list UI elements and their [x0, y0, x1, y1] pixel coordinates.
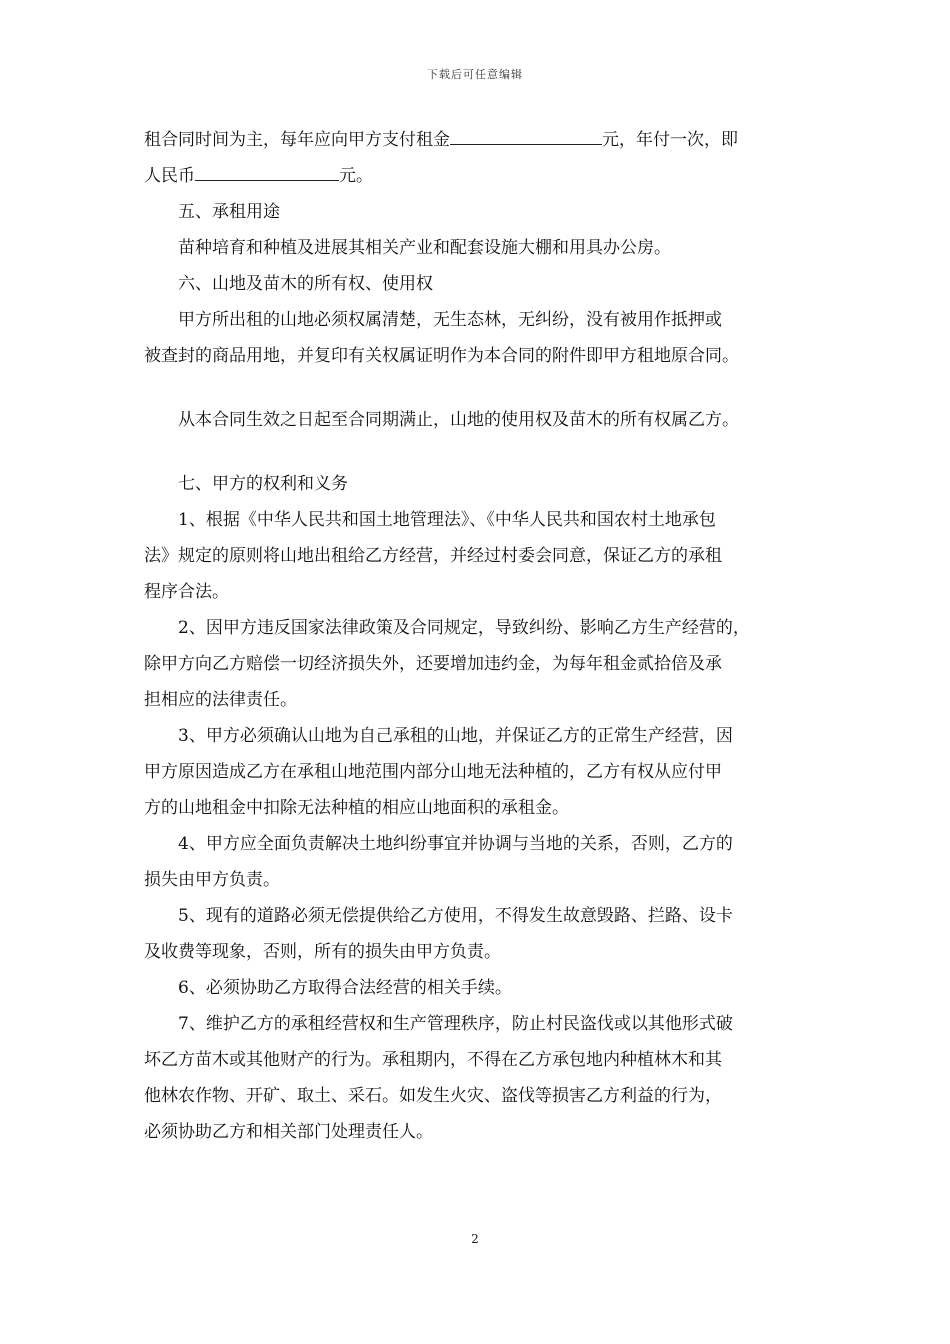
- section-6-paragraph-1-line-1: 甲方所出租的山地必须权属清楚，无生态林，无纠纷，没有被用作抵押或: [178, 310, 722, 330]
- item-2-line-1: 2、因甲方违反国家法律政策及合同规定，导致纠纷、影响乙方生产经营的，: [178, 618, 750, 638]
- item-7-line-1: 7、维护乙方的承租经营权和生产管理秩序，防止村民盗伐或以其他形式破: [178, 1014, 733, 1034]
- item-7-line-4: 必须协助乙方和相关部门处理责任人。: [144, 1122, 433, 1142]
- item-7-line-3: 他林农作物、开矿、取土、采石。如发生火灾、盗伐等损害乙方利益的行为，: [144, 1086, 722, 1106]
- section-5-title: 五、承租用途: [178, 202, 280, 222]
- item-4-line-1: 4、甲方应全面负责解决土地纠纷事宜并协调与当地的关系，否则，乙方的: [178, 834, 733, 854]
- rent-line-1-text: 租合同时间为主，每年应向甲方支付租金: [144, 130, 450, 150]
- rent-line-2-text: 人民币: [144, 166, 195, 186]
- section-5-text: 苗种培育和种植及进展其相关产业和配套设施大棚和用具办公房。: [178, 238, 671, 258]
- item-3-line-1: 3、甲方必须确认山地为自己承租的山地，并保证乙方的正常生产经营，因: [178, 726, 733, 746]
- section-6-paragraph-1-line-2: 被查封的商品用地，并复印有关权属证明作为本合同的附件即甲方租地原合同。: [144, 346, 739, 366]
- item-6-line-1: 6、必须协助乙方取得合法经营的相关手续。: [178, 978, 512, 998]
- item-1-line-2: 法》规定的原则将山地出租给乙方经营，并经过村委会同意，保证乙方的承租: [144, 546, 722, 566]
- rent-amount-blank: [450, 124, 602, 145]
- header-note: 下载后可任意编辑: [427, 68, 523, 81]
- item-3-line-3: 方的山地租金中扣除无法种植的相应山地面积的承租金。: [144, 798, 569, 818]
- section-6-paragraph-2: 从本合同生效之日起至合同期满止，山地的使用权及苗木的所有权属乙方。: [178, 410, 739, 430]
- item-2-line-3: 担相应的法律责任。: [144, 690, 297, 710]
- rent-line-1-suffix: 元，年付一次，即: [602, 130, 738, 150]
- item-7-line-2: 坏乙方苗木或其他财产的行为。承租期内，不得在乙方承包地内种植林木和其: [144, 1050, 722, 1070]
- rent-line-2-suffix: 元。: [339, 166, 373, 186]
- item-5-line-2: 及收费等现象，否则，所有的损失由甲方负责。: [144, 942, 501, 962]
- page-number: 2: [471, 1232, 479, 1246]
- document-body: [144, 122, 820, 1150]
- item-1-line-1: 1、根据《中华人民共和国土地管理法》、《中华人民共和国农村土地承包: [178, 510, 716, 530]
- rmb-amount-blank: [195, 160, 339, 181]
- item-2-line-2: 除甲方向乙方赔偿一切经济损失外，还要增加违约金，为每年租金贰拾倍及承: [144, 654, 722, 674]
- section-7-title: 七、甲方的权利和义务: [178, 474, 348, 494]
- section-6-title: 六、山地及苗木的所有权、使用权: [178, 274, 433, 294]
- rent-line-2: [144, 158, 820, 194]
- rent-line-1: [144, 122, 820, 158]
- item-5-line-1: 5、现有的道路必须无偿提供给乙方使用，不得发生故意毁路、拦路、设卡: [178, 906, 733, 926]
- item-1-line-3: 程序合法。: [144, 582, 229, 602]
- item-3-line-2: 甲方原因造成乙方在承租山地范围内部分山地无法种植的，乙方有权从应付甲: [144, 762, 722, 782]
- item-4-line-2: 损失由甲方负责。: [144, 870, 280, 890]
